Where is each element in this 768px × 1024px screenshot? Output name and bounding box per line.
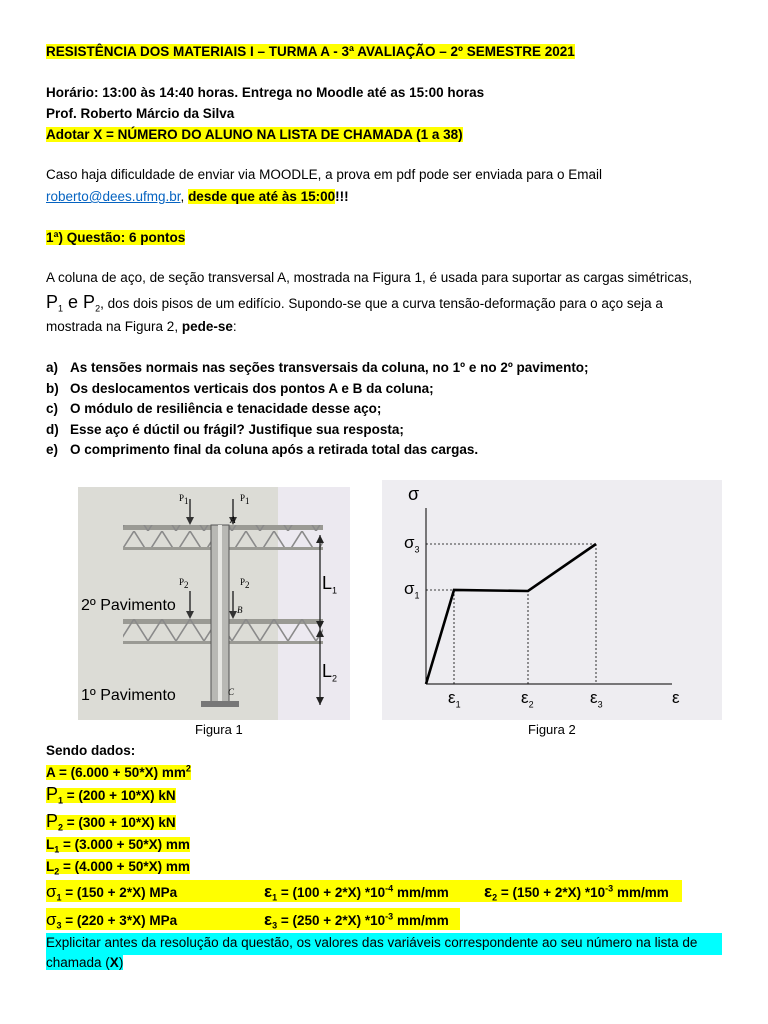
- eps3-label: $\varepsilon_3$: [590, 688, 603, 710]
- list-item: a) As tensões normais nas seções transversais da coluna, no 1º e no 2º pavimento;: [46, 360, 589, 375]
- data-heading: Sendo dados:: [46, 743, 136, 758]
- curve-line: [426, 544, 596, 684]
- data-p2: $P_2 = (300 + 10*X)$ kN: [46, 811, 176, 833]
- length-l1-label: $L_1$: [322, 573, 338, 596]
- data-eps3: $\varepsilon_3 = (250 + 2*X)$ $*10^{-3}$ mm/mm: [264, 910, 449, 931]
- load-label-p1-left: $P_1$: [179, 493, 189, 506]
- figure-2-stress-strain: [382, 480, 722, 720]
- stress-strain-curve: [382, 480, 722, 720]
- eps-axis-label: ε: [672, 688, 680, 707]
- eps1-label: $\varepsilon_1$: [448, 688, 461, 710]
- professor-name: Prof. Roberto Márcio da Silva: [46, 106, 235, 121]
- sigma-axis-label: σ: [408, 484, 420, 504]
- intro-line3: mostrada na Figura 2, pede-se:: [46, 319, 237, 334]
- floor-2-label: 2º Pavimento: [81, 597, 176, 614]
- sigma1-label: $\sigma_1$: [404, 579, 420, 601]
- data-sigma3: $\sigma_3 = (220 + 3*X)$ MPa: [46, 910, 178, 931]
- page-title: RESISTÊNCIA DOS MATERIAIS I – TURMA A - 3ª AVALIAÇÃO – 2º SEMESTRE 2021: [46, 44, 575, 59]
- adopt-instruction: Adotar X = NÚMERO DO ALUNO NA LISTA DE CHAMADA (1 a 38): [46, 127, 463, 142]
- data-eps2: $\varepsilon_2 = (150 + 2*X)$ $*10^{-3}$ mm/mm: [484, 882, 669, 903]
- length-l2-label: $L_2$: [322, 661, 338, 684]
- data-l1: $L_1 = (3.000 + 50*X)$ mm: [46, 837, 190, 855]
- point-b-label: B: [237, 605, 243, 615]
- list-item: e) O comprimento final da coluna após a retirada total das cargas.: [46, 442, 479, 458]
- figure-1-column: [78, 487, 350, 720]
- load-label-p2-right: $P_2$: [240, 577, 250, 590]
- list-item: d) Esse aço é dúctil ou frágil? Justifique sua resposta;: [46, 421, 404, 437]
- intro-line2: $P_1$ e $P_2$, dos dois pisos de um edifício. Supondo-se que a curva tensão-deformação para o aço seja a: [46, 292, 663, 314]
- eps2-label: $\varepsilon_2$: [521, 688, 534, 710]
- notice-line2: roberto@dees.ufmg.br, desde que até às 15:00!!!: [46, 189, 349, 204]
- data-l2: $L_2 = (4.000 + 50*X)$ mm: [46, 859, 190, 877]
- load-label-p1-right: $P_1$: [240, 493, 250, 506]
- data-sigma1: $\sigma_1 = (150 + 2*X)$ MPa: [46, 882, 178, 903]
- question-items: [46, 358, 589, 461]
- deadline-text: desde que até às 15:00: [188, 189, 336, 204]
- data-eps1: $\varepsilon_1 = (100 + 2*X)$ $*10^{-4}$ mm/mm: [264, 882, 449, 903]
- schedule-text: Horário: 13:00 às 14:40 horas. Entrega no Moodle até as 15:00 horas: [46, 85, 485, 100]
- email-link[interactable]: roberto@dees.ufmg.br: [46, 189, 181, 204]
- figure-2-caption: Figura 2: [528, 722, 576, 737]
- load-label-p2-left: $P_2$: [179, 577, 189, 590]
- notice-text: Caso haja dificuldade de enviar via MOODLE, a prova em pdf pode ser enviada para o Email: [46, 167, 603, 182]
- intro-line1: A coluna de aço, de seção transversal A, mostrada na Figura 1, é usada para suportar as cargas simétricas,: [46, 270, 693, 285]
- final-note-line2: chamada (X): [46, 955, 124, 970]
- question-title: 1ª) Questão: 6 pontos: [46, 230, 186, 245]
- list-item: c) O módulo de resiliência e tenacidade desse aço;: [46, 401, 382, 417]
- final-note-line1: Explicitar antes da resolução da questão, os valores das variáveis correspondente ao seu número na lista de: [46, 935, 698, 950]
- sigma3-label: $\sigma_3$: [404, 533, 420, 555]
- point-a-label: A: [230, 515, 236, 525]
- figure-1-caption: Figura 1: [195, 722, 243, 737]
- data-area: A = (6.000 + 50*X) $mm^2$: [46, 763, 191, 780]
- list-item: b) Os deslocamentos verticais dos pontos A e B da coluna;: [46, 380, 434, 396]
- floor-1-label: 1º Pavimento: [81, 687, 176, 704]
- point-c-label: C: [228, 687, 235, 697]
- data-p1: $P_1 = (200 + 10*X)$ kN: [46, 784, 176, 806]
